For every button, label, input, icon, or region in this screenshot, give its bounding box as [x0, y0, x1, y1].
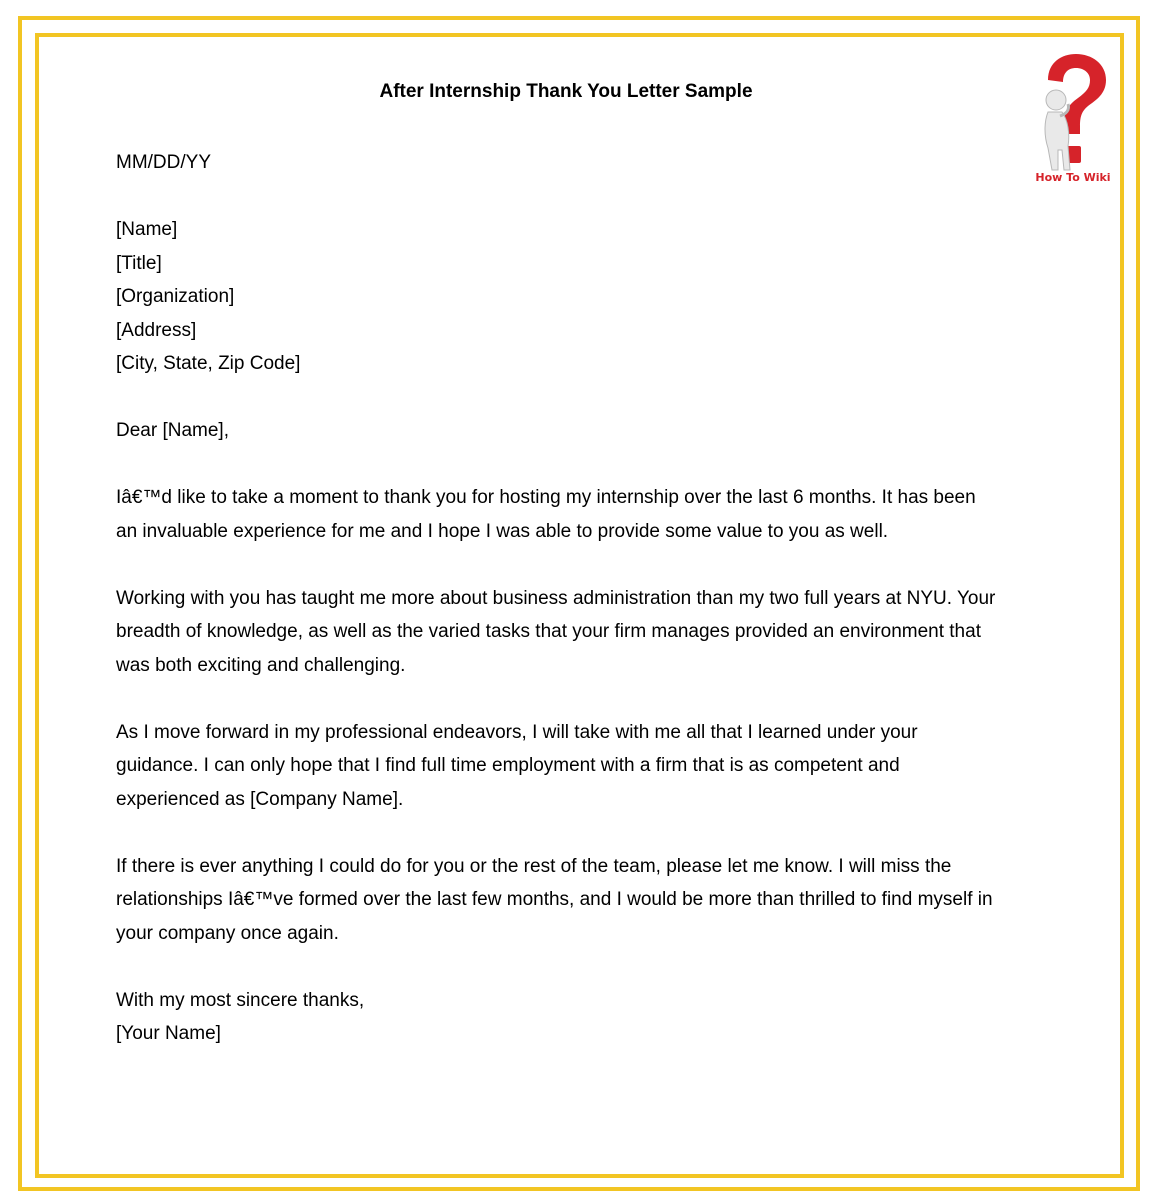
paragraph-line: guidance. I can only hope that I find full time employment with a firm that is as competent and — [116, 755, 900, 776]
paragraph-line: breadth of knowledge, as well as the varied tasks that your firm manages provided an environment that — [116, 621, 981, 642]
logo-caption: How To Wiki — [1035, 171, 1111, 184]
paragraph-3 — [116, 716, 1036, 817]
paragraph-line: As I move forward in my professional endeavors, I will take with me all that I learned under your — [116, 721, 918, 743]
paragraph-line: your company once again. — [116, 922, 339, 944]
paragraph-line: experienced as [Company Name]. — [116, 788, 404, 810]
paragraph-line: an invaluable experience for me and I hope I was able to provide some value to you as well. — [116, 520, 889, 542]
signature: [Your Name] — [116, 1023, 221, 1044]
letter-date: MM/DD/YY — [116, 152, 211, 173]
paragraph-line: Working with you has taught me more about business administration than my two full years at NYU. Your — [116, 587, 996, 609]
recipient-block — [116, 213, 1036, 381]
paragraph-line: relationships Iâ€™ve formed over the last few months, and I would be more than thrilled to find myself in — [116, 889, 993, 910]
question-mark-figure-icon — [1030, 50, 1116, 190]
recipient-title: [Title] — [116, 252, 162, 274]
how-to-wiki-logo — [1030, 50, 1116, 190]
recipient-city-state-zip: [City, State, Zip Code] — [116, 353, 301, 374]
paragraph-line: Iâ€™d like to take a moment to thank you for hosting my internship over the last 6 months. It has been — [116, 487, 976, 508]
letter-title: After Internship Thank You Letter Sample — [379, 81, 753, 102]
recipient-address: [Address] — [116, 319, 197, 341]
letter-body — [116, 146, 1036, 1084]
paragraph-line: If there is ever anything I could do for you or the rest of the team, please let me know. I will miss the — [116, 855, 952, 877]
recipient-organization: [Organization] — [116, 286, 235, 307]
paragraph-4 — [116, 850, 1036, 951]
closing-block — [116, 984, 1036, 1051]
paragraph-1 — [116, 481, 1036, 548]
closing: With my most sincere thanks, — [116, 989, 365, 1011]
paragraph-line: was both exciting and challenging. — [116, 654, 406, 676]
salutation: Dear [Name], — [116, 420, 229, 441]
paragraph-2 — [116, 582, 1036, 683]
recipient-name: [Name] — [116, 219, 178, 240]
